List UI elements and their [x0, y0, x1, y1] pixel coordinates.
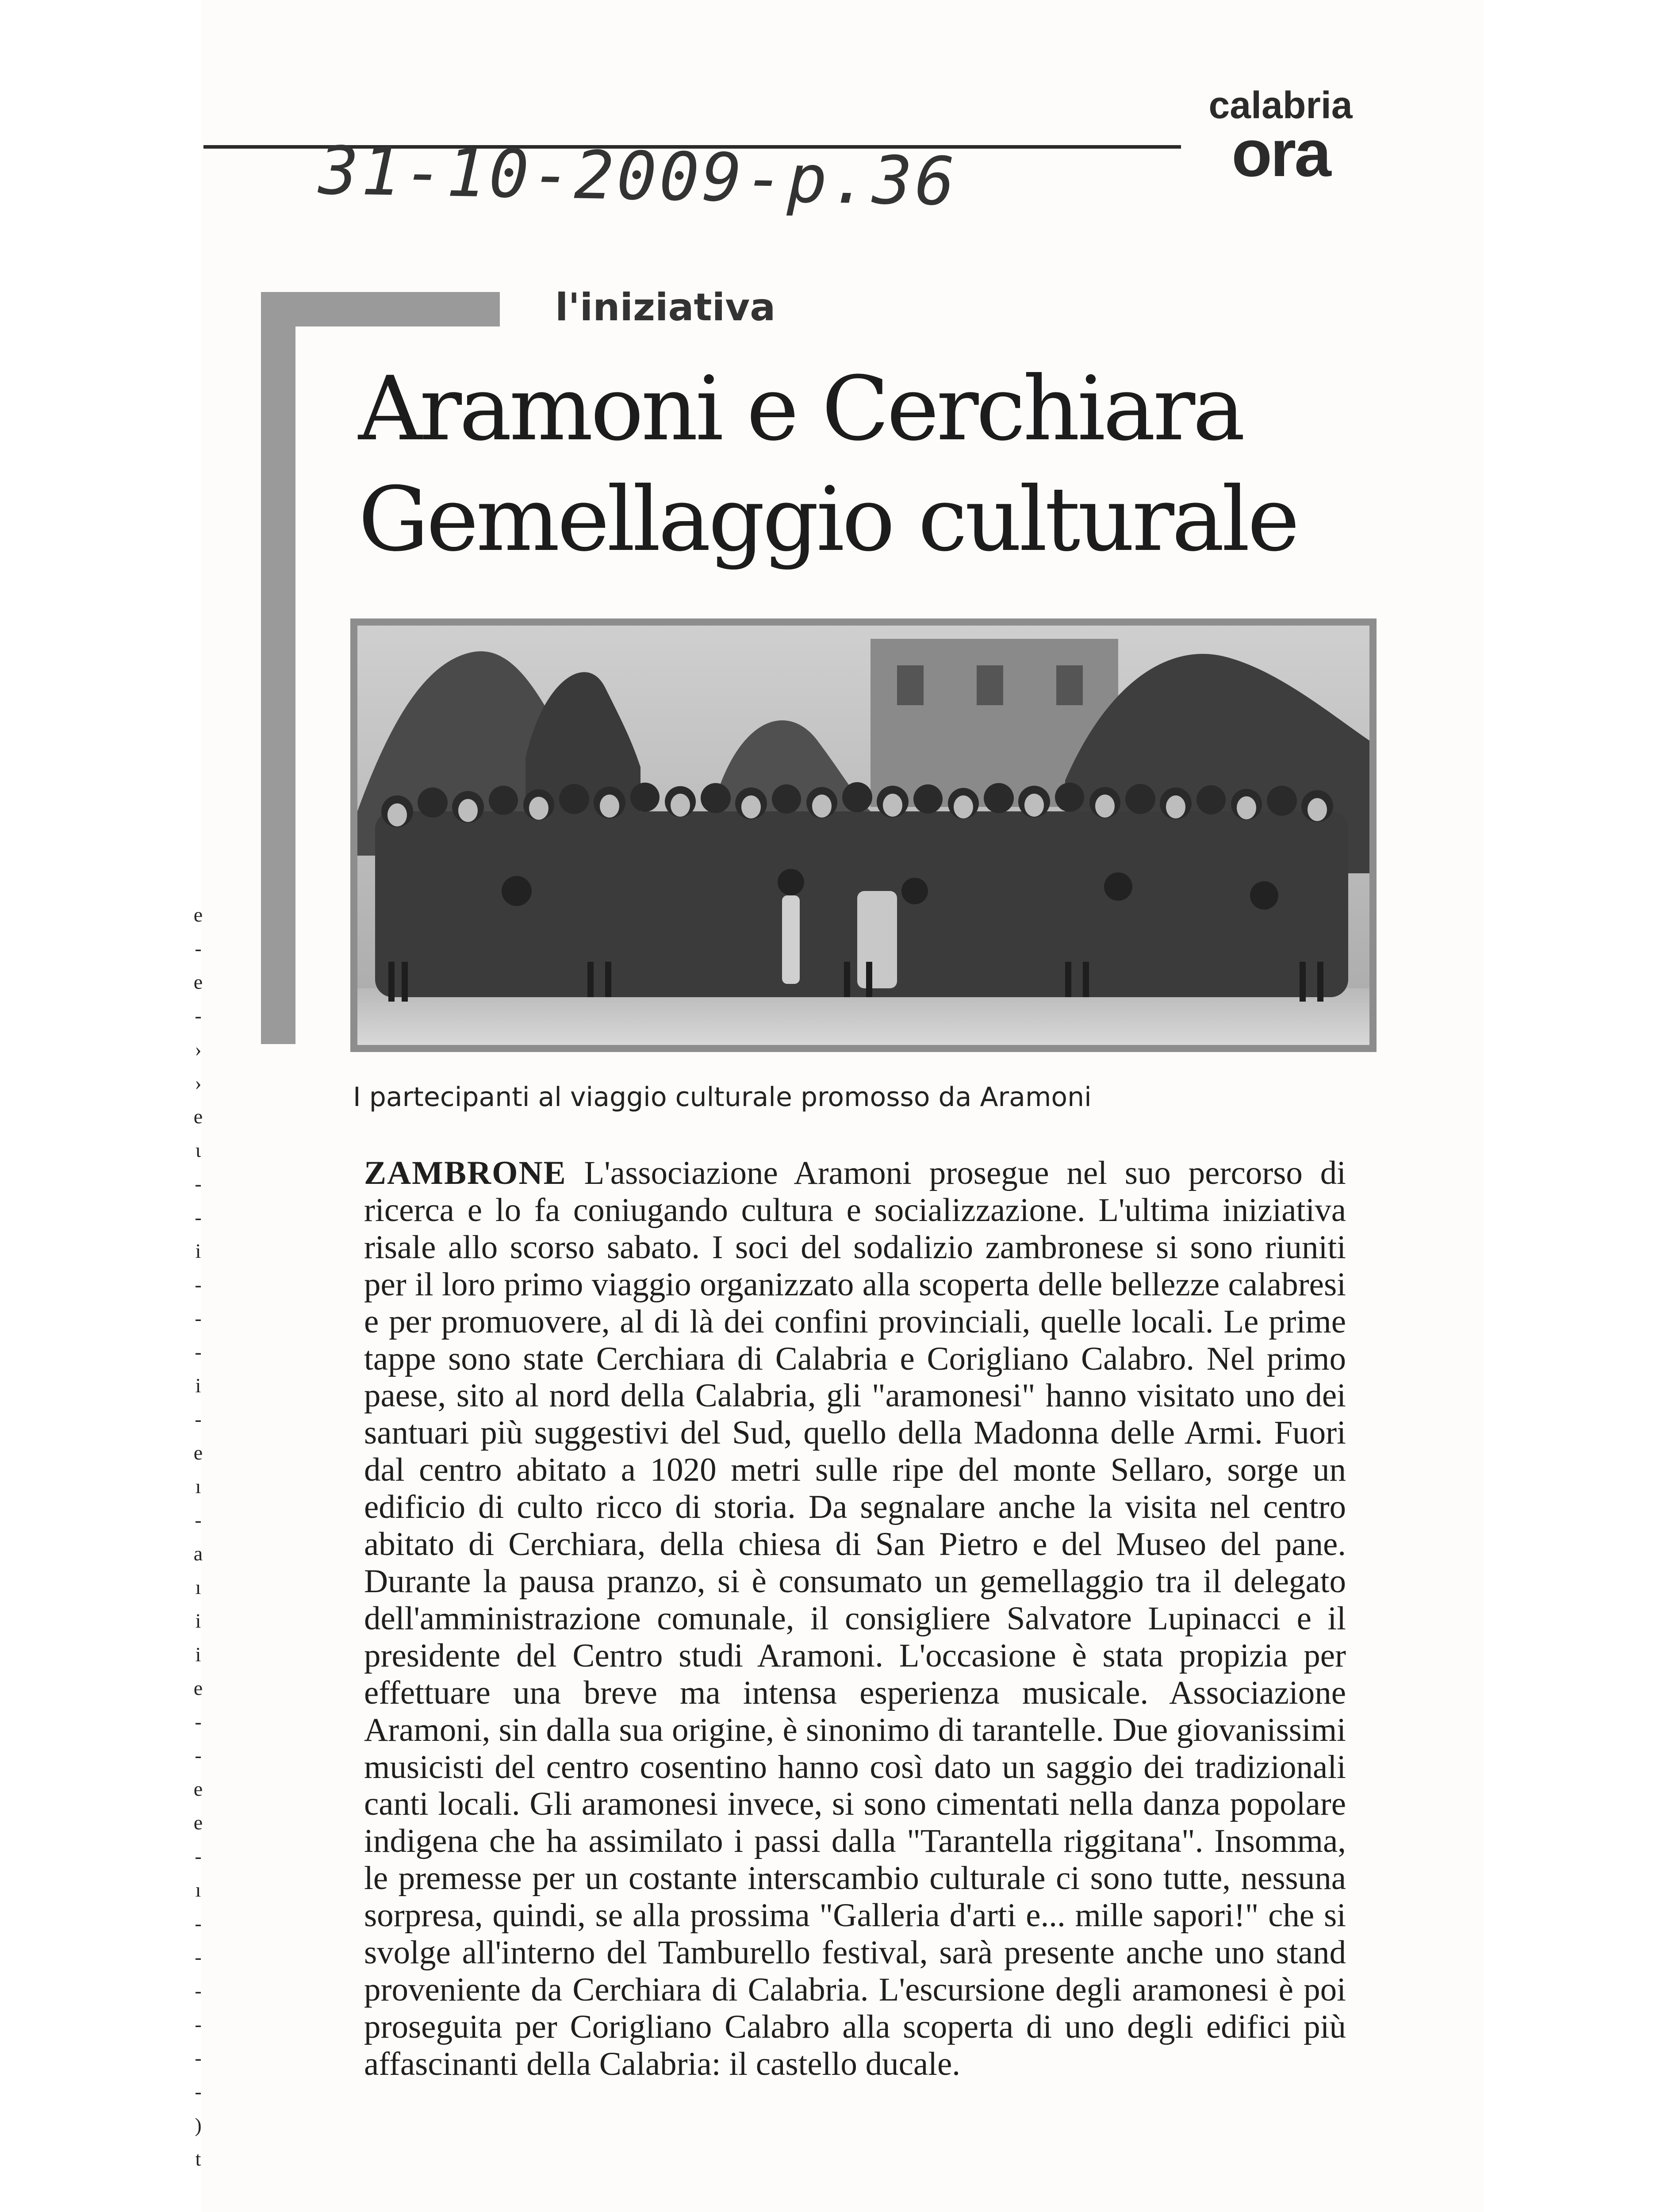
edge-fragment: -	[195, 1845, 202, 1867]
masthead-logo	[1185, 86, 1376, 197]
edge-fragment: ›	[195, 1071, 202, 1094]
edge-fragment: -	[195, 1004, 202, 1027]
edge-fragment: -	[195, 1912, 202, 1935]
edge-fragment: e	[193, 1811, 203, 1834]
edge-fragment: -	[195, 1710, 202, 1733]
edge-fragment: -	[195, 1744, 202, 1767]
article-body	[364, 1155, 1346, 2083]
group-photo-image	[357, 626, 1369, 1045]
edge-fragment: -	[195, 1273, 202, 1296]
edge-fragment: -	[195, 1408, 202, 1430]
masthead-calabria: calabria	[1208, 84, 1353, 127]
edge-fragment: e	[193, 1441, 203, 1464]
edge-fragment: -	[195, 1979, 202, 2002]
edge-fragment: t	[195, 2147, 201, 2170]
handwritten-date-stamp: 31-10-2009-p.36	[318, 132, 959, 221]
edge-fragment: e	[193, 1677, 203, 1699]
edge-fragment: i	[195, 1374, 201, 1397]
edge-fragment: i	[195, 1240, 201, 1262]
article-kicker: l'iniziativa	[555, 285, 776, 330]
edge-fragment: )	[195, 2114, 202, 2136]
edge-fragment: -	[195, 2080, 202, 2103]
article-headline	[358, 354, 1398, 575]
group-photo	[350, 618, 1377, 1052]
edge-fragment: ι	[195, 1139, 201, 1161]
edge-fragment: ı	[195, 1475, 201, 1498]
masthead-ora: ora	[1231, 116, 1330, 190]
edge-fragment: -	[195, 1340, 202, 1363]
edge-fragment: e	[193, 1105, 203, 1128]
edge-fragment: -	[195, 1206, 202, 1229]
kicker-bracket-left	[261, 292, 295, 1044]
edge-fragment: e	[193, 971, 203, 993]
article-dateline: ZAMBRONE	[364, 1155, 567, 1191]
edge-fragment: i	[195, 1609, 201, 1632]
edge-fragment: -	[195, 2013, 202, 2035]
edge-fragment: -	[195, 2047, 202, 2069]
edge-fragment: -	[195, 1946, 202, 1968]
photo-caption: I partecipanti al viaggio culturale promosso da Aramoni	[353, 1082, 1092, 1113]
edge-fragment: e	[193, 903, 203, 926]
edge-fragment: -	[195, 1172, 202, 1195]
edge-fragment: ı	[195, 1878, 201, 1901]
kicker-bracket-top	[261, 292, 500, 326]
edge-fragment: e	[193, 1778, 203, 1800]
adjacent-column-fragments	[190, 898, 206, 2176]
article-body-text: L'associazione Aramoni prosegue nel suo percorso di ricerca e lo fa coniugando cultura e socializzazione. L'ultima iniziativa risale allo scorso sabato. I soci del sodalizio zambronese si sono riuniti per il loro primo viaggio organizzato alla scoperta delle bellezze calabresi e per promuovere, al di là dei confini provinciali, quelle locali. Le prime tappe sono state Cerchiara di Calabria e Corigliano Calabro. Nel primo paese, sito al nord della Calabria, gli "aramonesi" hanno visitato uno dei santuari più suggestivi del Sud, quello della Madonna delle Armi. Fuori dal centro abitato a 1020 metri sulle ripe del monte Sellaro, sorge un edificio di culto ricco di storia. Da segnalare anche la visita nel centro abitato di Cerchiara, della chiesa di San Pietro e del Museo del pane. Durante la pausa pranzo, si è consumato un gemellaggio tra il delegato dell'amministrazione comunale, il consigliere Salvatore Lupinacci e il presidente del Centro studi Aramoni. L'occasione è stata propizia per effettuare una breve ma intensa esperienza musicale. Associazione Aramoni, sin dalla sua origine, è sinonimo di tarantelle. Due giovanissimi musicisti del centro cosentino hanno così dato un saggio dei tradizionali canti locali. Gli aramonesi invece, si sono cimentati nella danza popolare indigena che ha assimilato i passi dalla "Tarantella riggitana". Insomma, le premesse per un costante interscambio culturale ci sono tutte, nessuna sorpresa, quindi, se alla prossima "Galleria d'arti e... mille sapori!" che si svolge all'interno del Tamburello festival, sarà presente anche uno stand proveniente da Cerchiara di Calabria. L'escursione degli aramonesi è poi proseguita per Corigliano Calabro alla scoperta di uno degli edifici più affascinanti della Calabria: il castello ducale.	[364, 1155, 1346, 2082]
edge-fragment: ›	[195, 1038, 202, 1060]
edge-fragment: -	[195, 937, 202, 960]
edge-fragment: ı	[195, 1576, 201, 1598]
edge-fragment: -	[195, 1307, 202, 1329]
headline-line-1: Aramoni e Cerchiara	[358, 357, 1243, 461]
headline-line-2: Gemellaggio culturale	[358, 468, 1297, 571]
edge-fragment: i	[195, 1643, 201, 1666]
edge-fragment: -	[195, 1509, 202, 1531]
edge-fragment: a	[193, 1542, 203, 1565]
